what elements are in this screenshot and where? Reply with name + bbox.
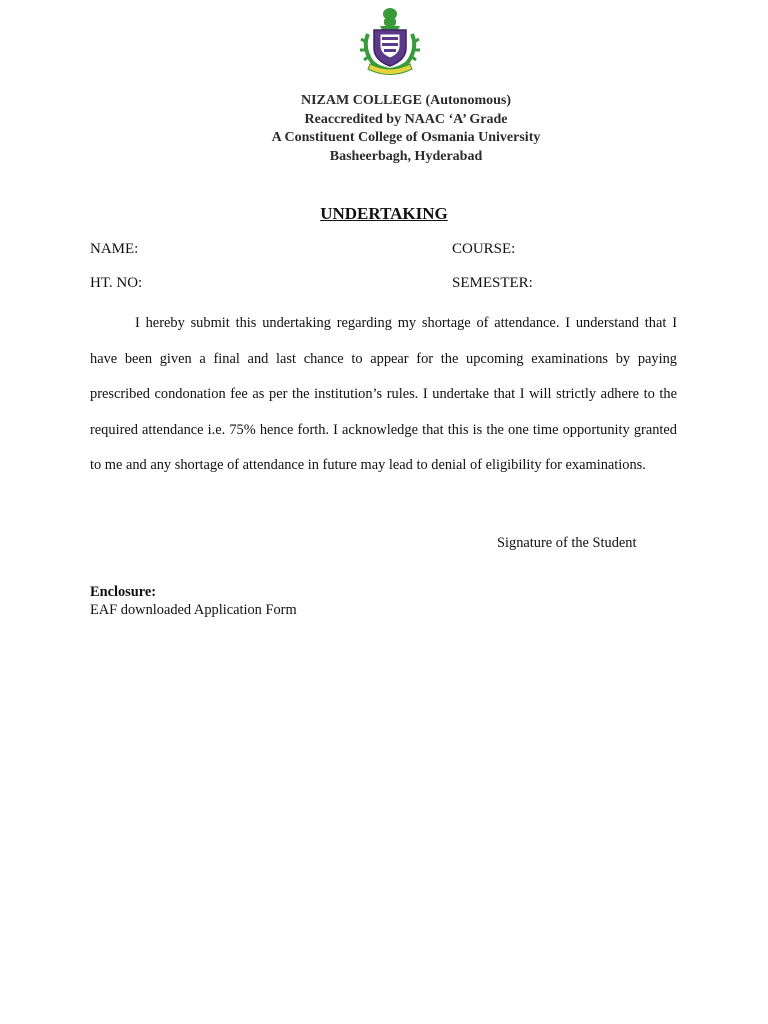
signature-line: Signature of the Student — [497, 535, 637, 551]
location-line: Basheerbagh, Hyderabad — [329, 148, 483, 164]
college-crest-icon — [358, 4, 422, 76]
accreditation-line: Reaccredited by NAAC ‘A’ Grade — [304, 111, 508, 127]
university-line: A Constituent College of Osmania University — [271, 130, 541, 145]
college-name: NIZAM COLLEGE (Autonomous) — [300, 93, 512, 108]
undertaking-body: I hereby submit this undertaking regarding my shortage of attendance. I understand that I have been given a final and last chance to appear for the upcoming examinations by paying prescribed condonation fee as per the institution’s rules. I undertake that I will strictly adhere to the required attendance i.e. 75% hence forth. I acknowledge that this is the one time opportunity granted to me and any shortage of attendance in future may lead to denial of eligibility for examinations. — [90, 315, 677, 473]
enclosure-value: EAF downloaded Application Form — [90, 602, 297, 618]
ht-no-label: HT. NO: — [90, 275, 143, 291]
course-label: COURSE: — [452, 241, 516, 257]
college-header — [0, 92, 768, 166]
document-title: UNDERTAKING — [320, 204, 448, 223]
name-label: NAME: — [90, 241, 139, 257]
semester-label: SEMESTER: — [452, 275, 533, 291]
enclosure-label: Enclosure: — [90, 584, 157, 600]
